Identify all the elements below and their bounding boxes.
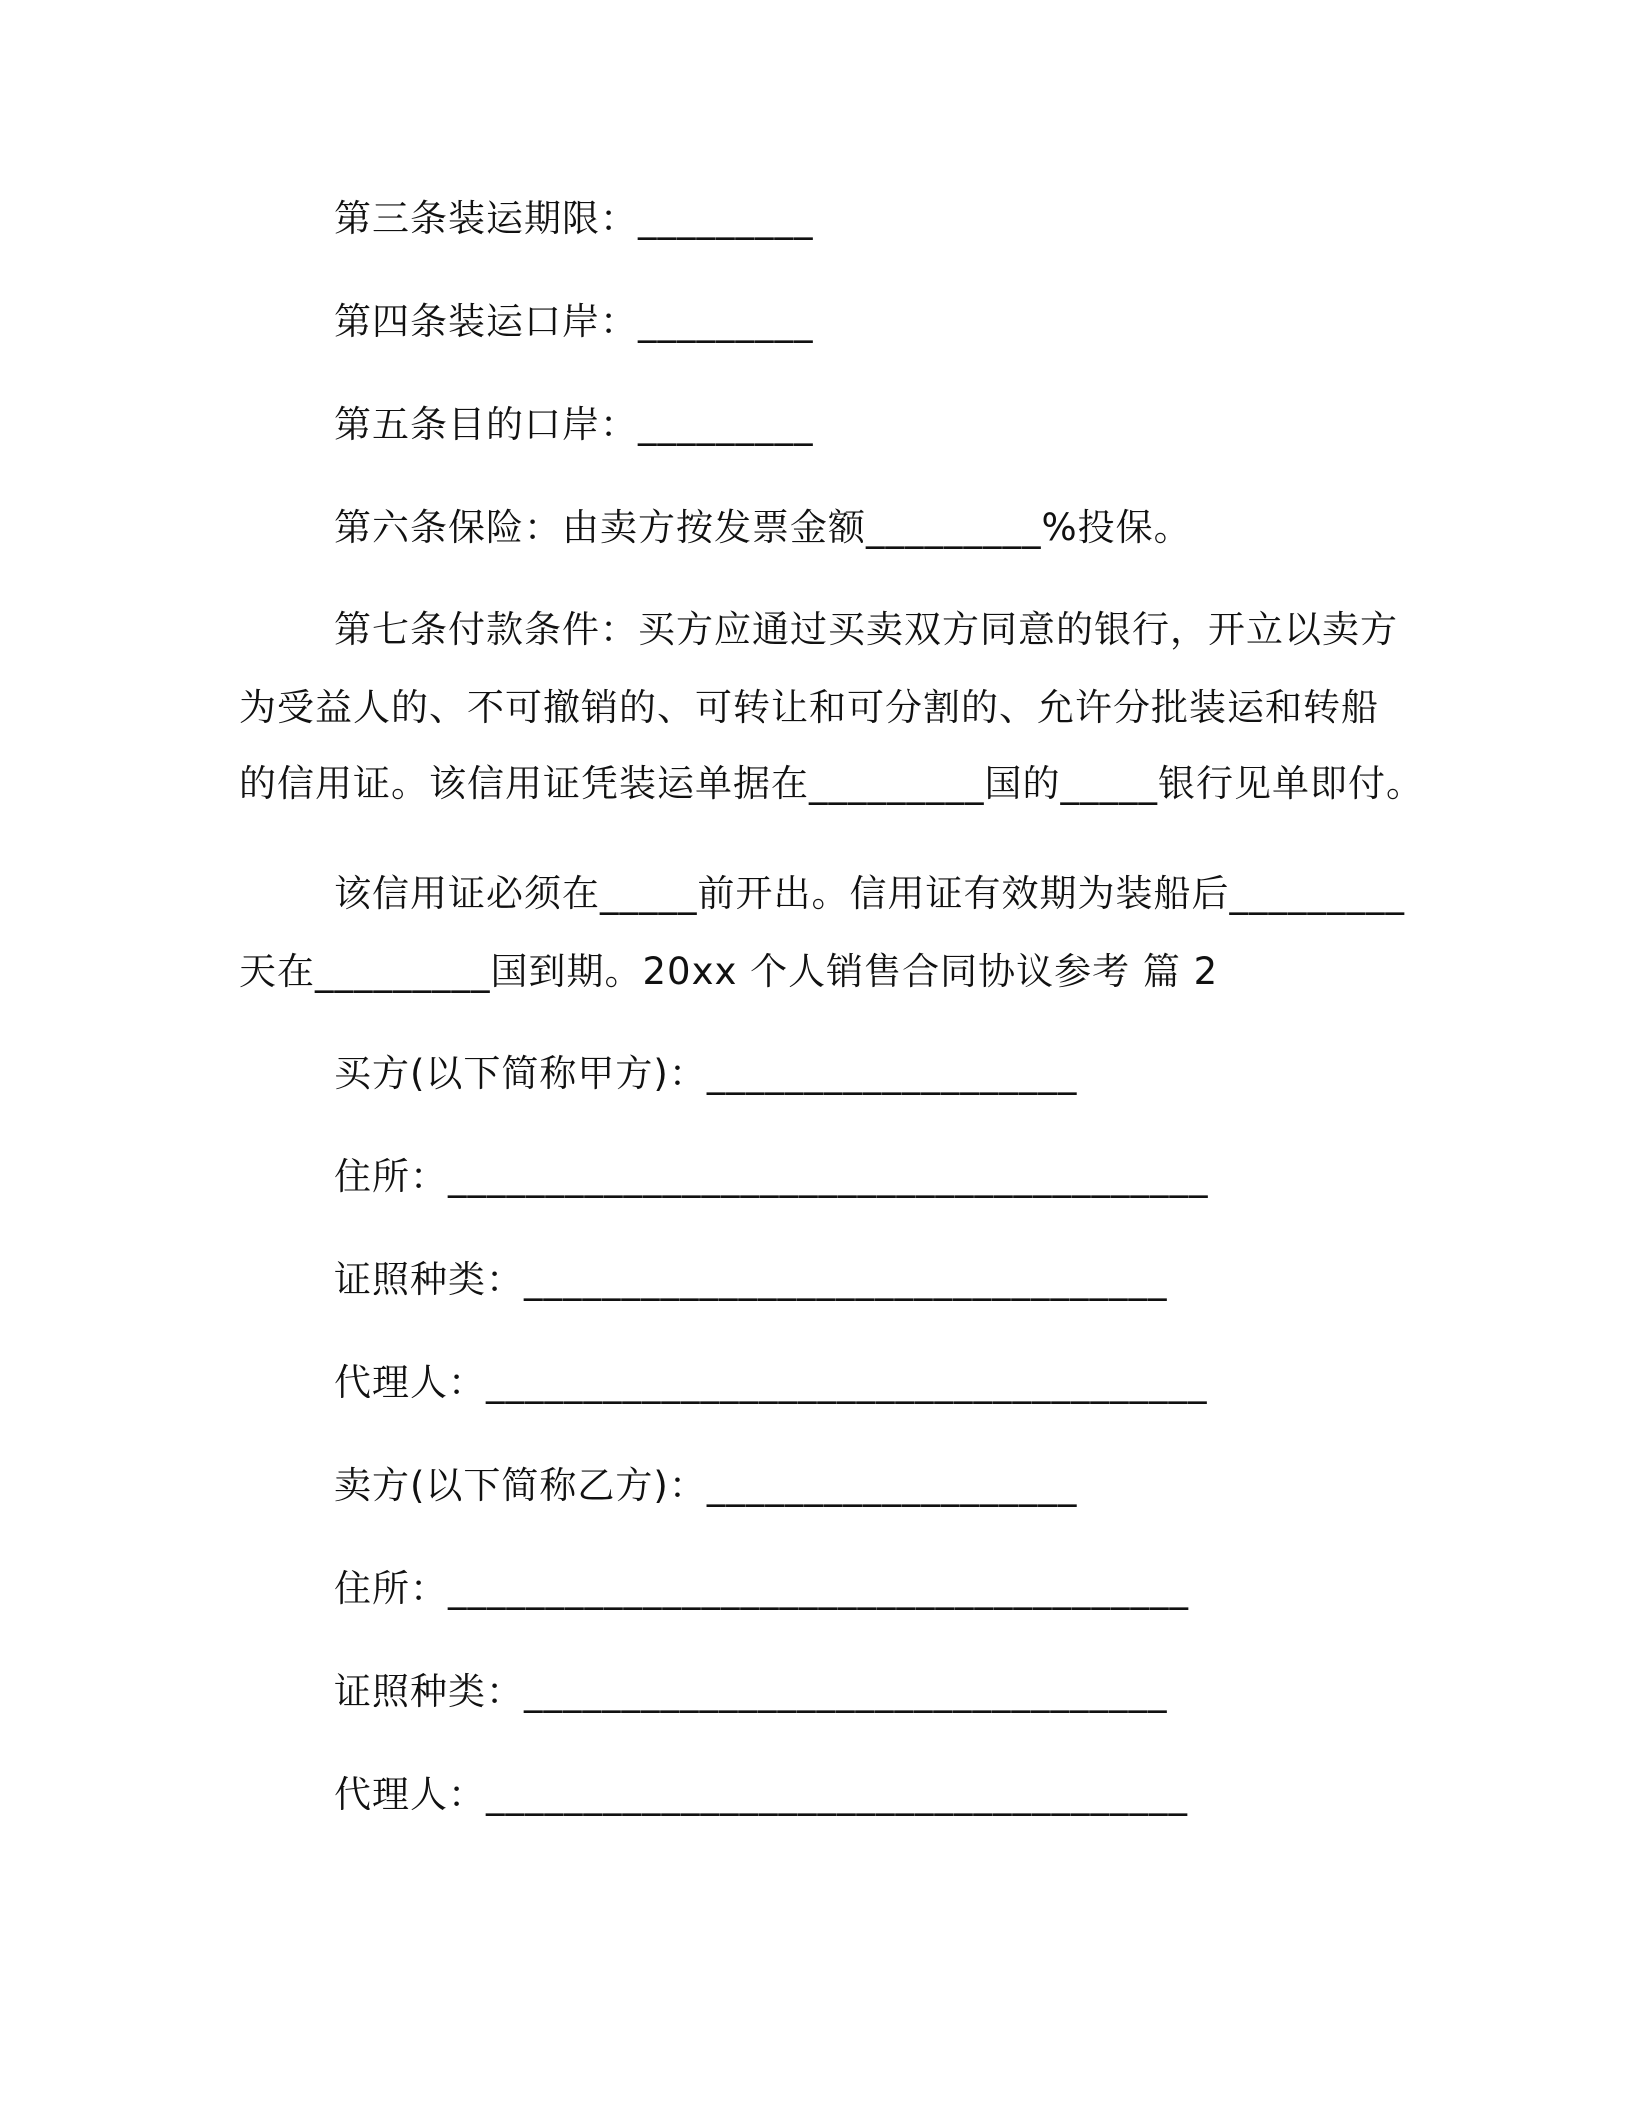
seller-id-type: 证照种类：_________________________________ — [334, 1670, 1168, 1713]
seller-party-b: 卖方(以下简称乙方)：___________________ — [334, 1464, 1078, 1507]
buyer-address: 住所：_______________________________________ — [334, 1155, 1209, 1198]
clause-3-shipment-period: 第三条装运期限：_________ — [334, 197, 814, 240]
clause-4-port-of-shipment: 第四条装运口岸：_________ — [334, 300, 814, 343]
buyer-id-type: 证照种类：_________________________________ — [334, 1258, 1168, 1301]
seller-address: 住所：______________________________________ — [334, 1567, 1189, 1610]
clause-7-payment-line-2: 为受益人的、不可撤销的、可转让和可分割的、允许分批装运和转船 — [239, 686, 1379, 729]
seller-agent: 代理人：____________________________________ — [334, 1773, 1188, 1816]
clause-7-payment-line-1: 第七条付款条件：买方应通过买卖双方同意的银行，开立以卖方 — [334, 608, 1398, 651]
clause-5-port-of-destination: 第五条目的口岸：_________ — [334, 403, 814, 446]
clause-6-insurance: 第六条保险：由卖方按发票金额_________%投保。 — [334, 506, 1192, 549]
buyer-agent: 代理人：_____________________________________ — [334, 1361, 1208, 1404]
clause-7-payment-line-3: 的信用证。该信用证凭装运单据在_________国的_____银行见单即付。 — [239, 762, 1424, 805]
credit-validity-line-1: 该信用证必须在_____前开出。信用证有效期为装船后_________ — [334, 872, 1405, 915]
buyer-party-a: 买方(以下简称甲方)：___________________ — [334, 1052, 1078, 1095]
credit-validity-line-2: 天在_________国到期。20xx 个人销售合同协议参考 篇 2 — [239, 950, 1219, 993]
